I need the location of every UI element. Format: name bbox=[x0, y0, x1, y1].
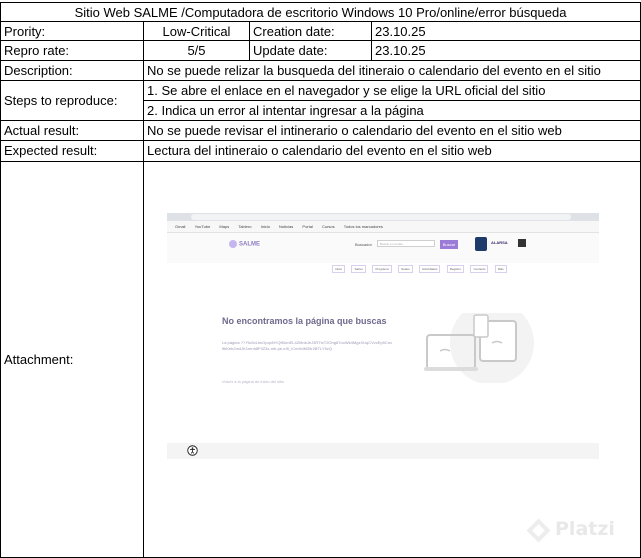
bookmark-item: Tablero bbox=[238, 224, 252, 229]
site-nav-item: Inicio bbox=[332, 265, 345, 273]
site-nav-item: Más bbox=[495, 265, 507, 273]
site-nav bbox=[332, 257, 509, 275]
bookmark-item: YouTube bbox=[194, 224, 211, 229]
priority-label: Prority: bbox=[0, 22, 144, 41]
report-title: Sitio Web SALME /Computadora de escritorio Windows 10 Pro/online/error búsqueda bbox=[0, 2, 641, 22]
attachment-screenshot bbox=[167, 213, 599, 459]
update-date-value: 23.10.25 bbox=[372, 41, 641, 61]
description-value: No se puede relizar la busqueda del itineraio o calendario del evento en el sitio bbox=[144, 61, 641, 81]
site-search-label: Buscador bbox=[355, 242, 372, 247]
bookmark-item: Portal bbox=[302, 224, 313, 229]
browser-bookmarks-bar bbox=[167, 221, 599, 233]
browser-address-bar bbox=[191, 214, 571, 220]
sponsor-seal-icon bbox=[475, 237, 487, 251]
site-footer bbox=[167, 443, 599, 459]
platzi-logo-icon bbox=[526, 518, 550, 542]
bookmark-item: Todos los marcadores bbox=[343, 224, 383, 229]
error-home-link: Volver a la página de inicio del sitio bbox=[222, 379, 285, 384]
site-nav-item: Salme bbox=[351, 265, 366, 273]
step-2: 2. Indica un error al intentar ingresar a la página bbox=[144, 101, 641, 121]
error-text: La página ?? Ru5xLhnOpqxNYQfKkmEL4ZMnbJeJ3RTtxT2Ohg87ooWk4MgzXUqCVvxEp9CnxlfhKeb2m4JK1mnIdfF9Z3x-mh-pe-eIh_ICmHdM35r2BTLY9zQ bbox=[222, 340, 393, 351]
bookmark-item: Cursos bbox=[321, 224, 335, 229]
error-illustration bbox=[422, 313, 572, 383]
site-search-button: Buscar bbox=[440, 240, 458, 249]
steps-label: Steps to reproduce: bbox=[0, 81, 144, 121]
step-1: 1. Se abre el enlace en el navegador y se elige la URL oficial del sitio bbox=[144, 81, 641, 101]
bookmark-item: Inicio bbox=[260, 224, 270, 229]
site-nav-item: Contacto bbox=[470, 265, 488, 273]
site-logo: SALME bbox=[229, 240, 260, 248]
actual-result-label: Actual result: bbox=[0, 121, 144, 141]
actual-result-value: No se puede revisar el intinerario o calendario del evento en el sitio web bbox=[144, 121, 641, 141]
site-nav-item: Programa bbox=[372, 265, 391, 273]
bookmark-item: Noticias bbox=[279, 224, 294, 229]
site-nav-item: Registro bbox=[447, 265, 464, 273]
repro-rate-value: 5/5 bbox=[144, 41, 250, 61]
platzi-watermark: Platzi bbox=[530, 518, 615, 540]
priority-value: Low-Critical bbox=[144, 22, 250, 41]
update-date-label: Update date: bbox=[250, 41, 372, 61]
browser-tab-bar bbox=[167, 213, 599, 221]
bookmark-item: Maps bbox=[219, 224, 230, 229]
attachment-label: Attachment: bbox=[0, 162, 144, 558]
expected-result-label: Expected result: bbox=[0, 141, 144, 162]
creation-date-label: Creation date: bbox=[250, 22, 372, 41]
sponsor-brand: ALARSA bbox=[491, 240, 508, 245]
site-nav-item: Sedes bbox=[398, 265, 413, 273]
site-header bbox=[167, 233, 599, 271]
bookmark-item: Gmail bbox=[175, 224, 186, 229]
menu-icon bbox=[518, 239, 526, 247]
site-nav-item: Actividades bbox=[419, 265, 440, 273]
error-title: No encontramos la página que buscas bbox=[222, 316, 387, 326]
accessibility-icon bbox=[187, 445, 198, 456]
logo-icon bbox=[229, 240, 237, 248]
expected-result-value: Lectura del intineraio o calendario del evento en el sitio web bbox=[144, 141, 641, 162]
creation-date-value: 23.10.25 bbox=[372, 22, 641, 41]
site-search-input: Buscar en el sitio bbox=[377, 240, 435, 247]
repro-rate-label: Repro rate: bbox=[0, 41, 144, 61]
description-label: Description: bbox=[0, 61, 144, 81]
